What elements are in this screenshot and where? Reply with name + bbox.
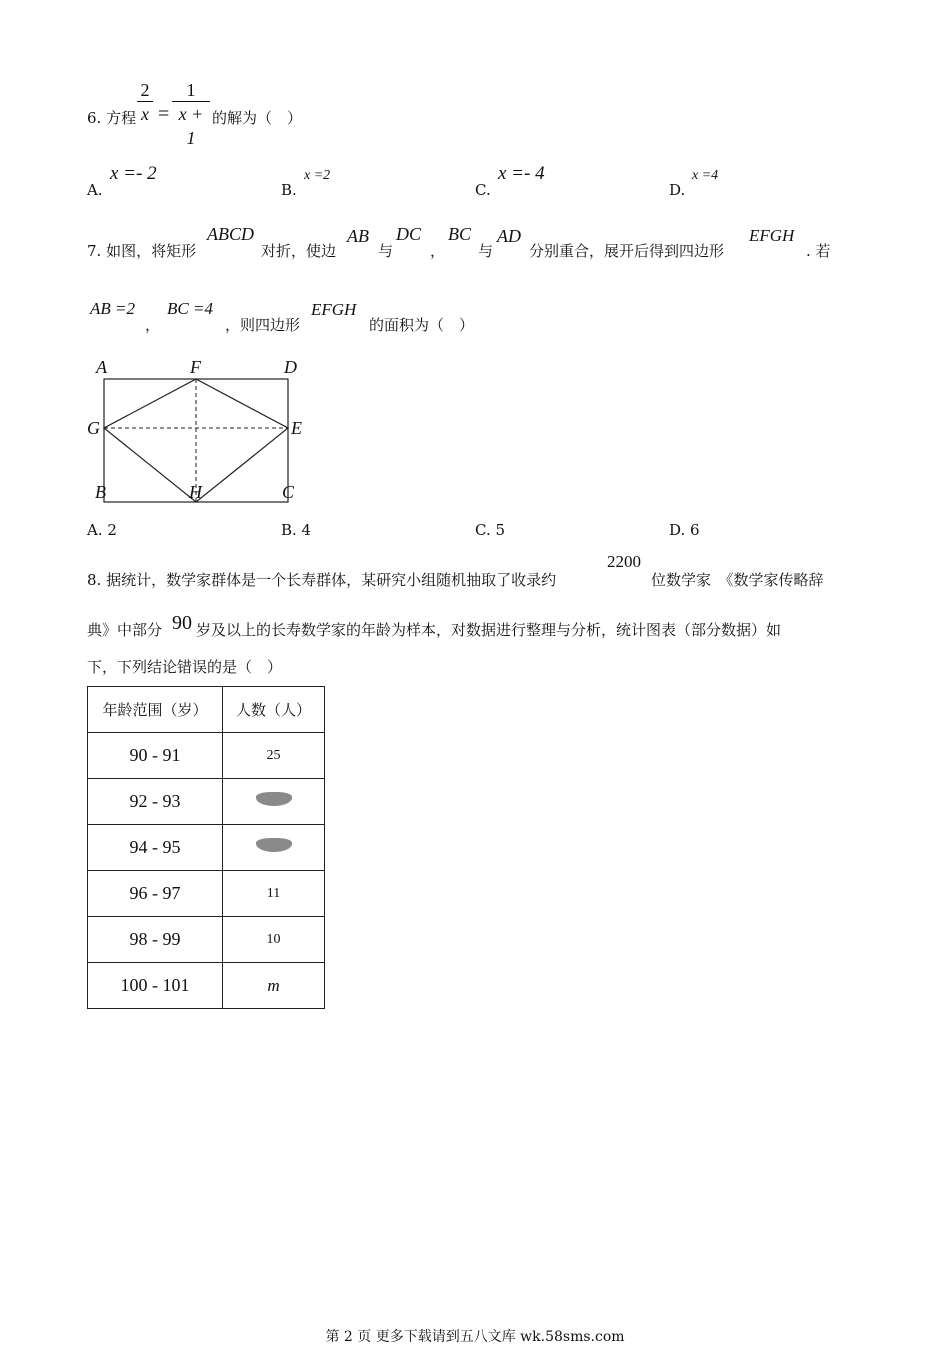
table-row [88,779,325,825]
q6-prefix: 6. 方程 [87,109,137,127]
q7-yu-1: 与 [378,242,394,260]
q7-text-5: ，则四边形 [225,316,301,334]
q8-line-3: 下，下列结论错误的是（ ） [87,658,283,676]
q7-efgh-2: EFGH [311,300,357,319]
q8-number-90: 90 [172,612,192,634]
q6-suffix: 的解为（ ） [212,109,303,127]
q7-condition-ab: AB =2 [90,299,135,318]
q7-efgh: EFGH [749,226,795,245]
row-count: 25 [223,733,325,779]
q7-dc: DC [396,224,422,244]
q7-option-a: A. 2 [87,521,117,539]
ink-smudge-icon [256,792,292,806]
row-range: 96 - 97 [88,871,223,917]
q6-option-a-label: A. [87,181,103,199]
table-row [88,733,325,779]
q7-comma-1: ， [430,242,446,260]
q7-option-b: B. 4 [281,521,312,539]
row-count: 10 [223,917,325,963]
q7-bc: BC [448,224,472,244]
table-row [88,963,325,1009]
q7-text-6: 的面积为（ ） [369,316,475,334]
q7-ad: AD [497,226,521,246]
q6-option-c-label: C. [475,181,491,199]
label-b: B [95,482,106,502]
q7-text-2: 对折，使边 [261,242,337,260]
row-range: 92 - 93 [88,779,223,825]
q7-comma-2: ， [145,316,161,334]
label-d: D [284,357,297,377]
q6-option-d-expr: x =4 [692,168,719,183]
q6-option-b-expr: x =2 [304,168,331,183]
header-count: 人数（人） [223,687,325,733]
label-f: F [190,357,201,377]
q6-option-b-label: B. [281,181,297,199]
table-row [88,917,325,963]
q7-option-d: D. 6 [669,521,700,539]
row-range: 100 - 101 [88,963,223,1009]
q6-fraction-left: 2 x [137,79,153,126]
q8-line-2b: 岁及以上的长寿数学家的年龄为样本，对数据进行整理与分析，统计图表（部分数据）如 [196,621,782,639]
q7-text-3: 分别重合，展开后得到四边形 [529,242,725,260]
row-count-smudged [223,779,325,825]
rectangle-fold-figure [80,352,320,512]
table-row [88,825,325,871]
label-e: E [291,418,302,438]
q8-line-1a: 8. 据统计，数学家群体是一个长寿群体，某研究小组随机抽取了收录约 [87,571,557,589]
q6-option-a-expr: x =- 2 [110,163,157,184]
header-age-range: 年龄范围（岁） [88,687,223,733]
label-c: C [282,482,295,502]
row-count: m [223,963,325,1009]
q7-option-c: C. 5 [475,521,506,539]
row-range: 90 - 91 [88,733,223,779]
row-count-smudged [223,825,325,871]
q6-fraction-right: 1 x + 1 [172,79,210,150]
q7-text-4: . 若 [806,242,831,260]
q7-ab: AB [347,226,369,246]
q8-line-1b: 位数学家 《数学家传略辞 [651,571,824,589]
q7-text-1: 7. 如图，将矩形 [87,242,197,260]
row-range: 98 - 99 [88,917,223,963]
label-h: H [189,482,202,502]
q7-yu-2: 与 [478,242,494,260]
q6-equals: = [158,103,170,125]
q7-condition-bc: BC =4 [167,299,213,318]
q6-option-c-expr: x =- 4 [498,163,545,184]
q8-line-2a: 典》中部分 [87,621,163,639]
label-a: A [96,357,107,377]
q7-abcd: ABCD [207,224,254,244]
row-range: 94 - 95 [88,825,223,871]
page-footer: 第 2 页 更多下载请到五八文库 wk.58sms.com [325,1329,625,1345]
table-header-row [88,687,325,733]
table-row [88,871,325,917]
label-g: G [87,418,100,438]
ink-smudge-icon [256,838,292,852]
q8-number-2200: 2200 [607,552,641,571]
q6-option-d-label: D. [669,181,686,199]
row-count: 11 [223,871,325,917]
age-distribution-table [87,686,325,1009]
